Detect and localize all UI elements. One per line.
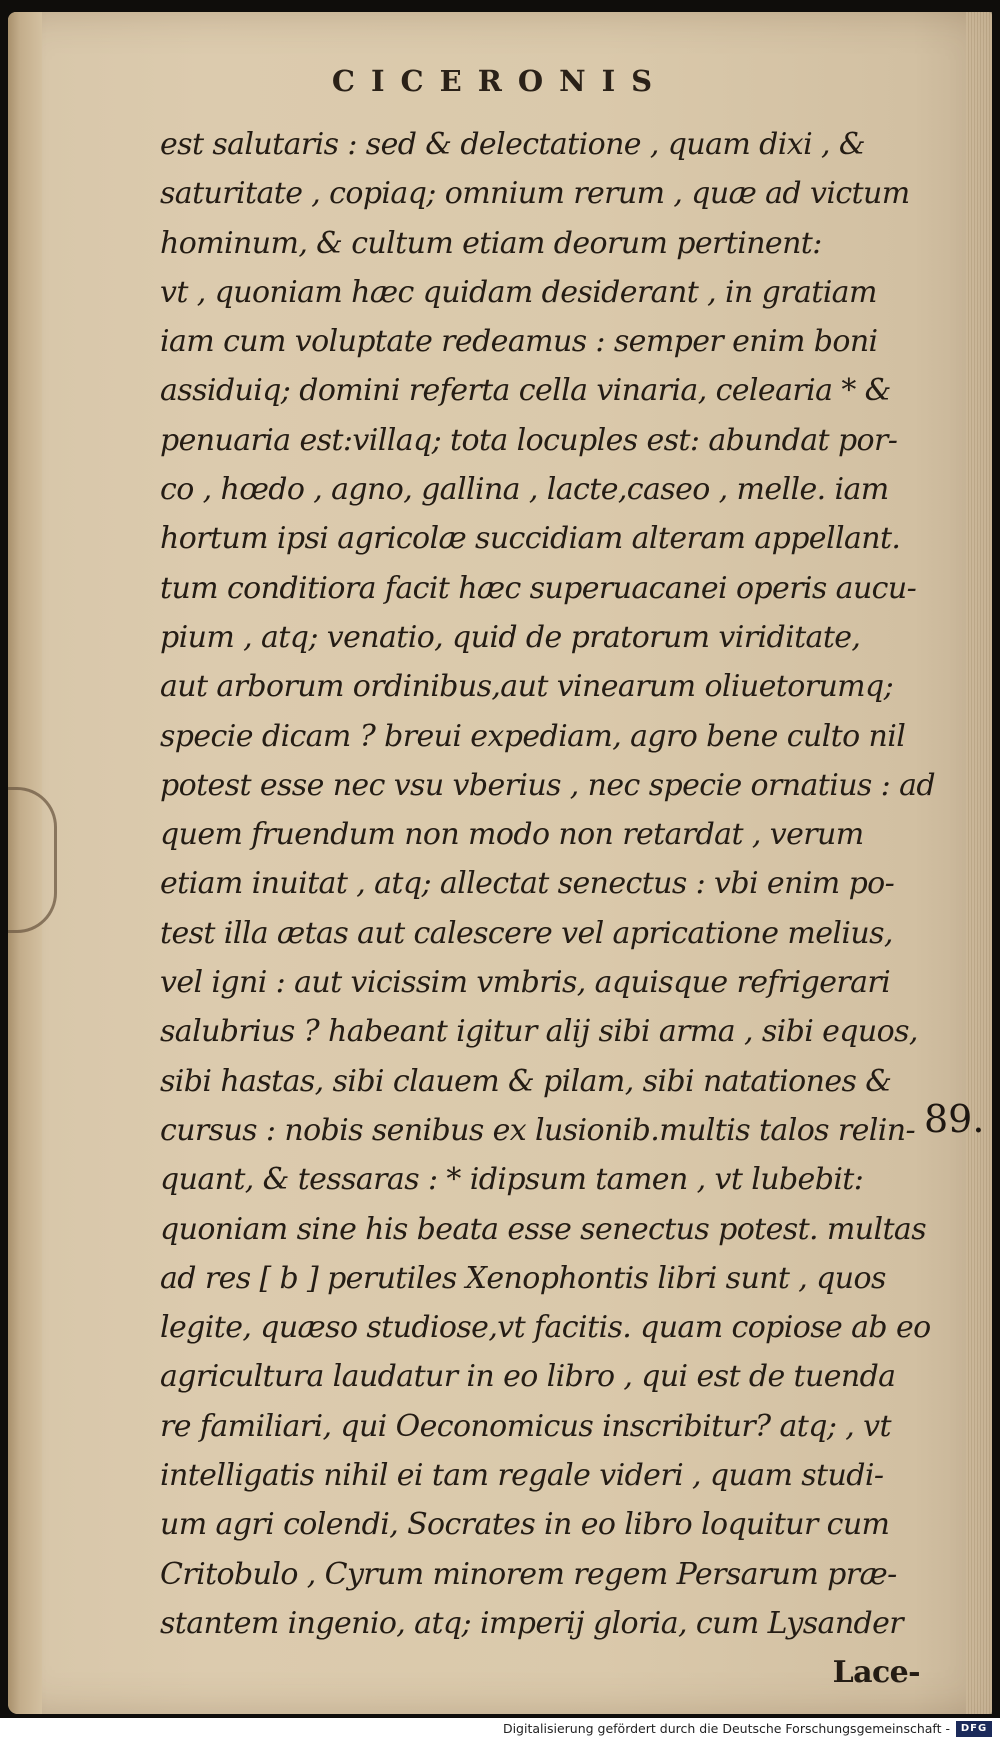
text-line: aut arborum ordinibus,aut vinearum oliuetorumq; <box>160 669 894 705</box>
text-line: um agri colendi, Socrates in eo libro loquitur cum <box>160 1507 890 1543</box>
text-line: potest esse nec vsu vberius , nec specie ornatius : ad <box>160 767 935 803</box>
dfg-logo-icon: DFG <box>956 1721 992 1737</box>
text-line: Critobulo , Cyrum minorem regem Persarum præ- <box>160 1556 897 1592</box>
text-line: co , hœdo , agno, gallina , lacte,caseo , melle. iam <box>160 472 889 508</box>
text-line: intelligatis nihil ei tam regale videri , quam studi- <box>160 1458 884 1494</box>
text-line: stantem ingenio, atq; imperij gloria, cum Lysander <box>160 1605 904 1641</box>
text-line: quoniam sine his beata esse senectus potest. multas <box>160 1211 927 1247</box>
text-line: hominum, & cultum etiam deorum pertinent: <box>160 225 822 261</box>
text-line: sibi hastas, sibi clauem & pilam, sibi natationes & <box>160 1063 892 1099</box>
text-line: vel igni : aut vicissim vmbris, aquisque refrigerari <box>160 965 891 1001</box>
text-line: etiam inuitat , atq; allectat senectus : vbi enim po- <box>160 866 895 902</box>
footer-credit: Digitalisierung gefördert durch die Deutsche Forschungsgemeinschaft - <box>502 1721 950 1736</box>
text-line: hortum ipsi agricolæ succidiam alteram appellant. <box>160 521 901 557</box>
book-page <box>8 12 992 1714</box>
catchword: Lace- <box>832 1655 920 1691</box>
running-head: CICERONIS <box>331 64 669 98</box>
text-line: iam cum voluptate redeamus : semper enim boni <box>160 324 878 360</box>
marginal-page-number: 89. <box>924 1097 985 1141</box>
text-line: legite, quæso studiose,vt facitis. quam copiose ab eo <box>160 1310 931 1346</box>
text-line: vt , quoniam hæc quidam desiderant , in gratiam <box>160 274 877 310</box>
text-line: re familiari, qui Oeconomicus inscribitur? atq; , vt <box>160 1408 891 1444</box>
text-line: pium , atq; venatio, quid de pratorum viriditate, <box>160 619 861 655</box>
text-line: penuaria est:villaq; tota locuples est: abundat por- <box>160 422 898 458</box>
text-line: specie dicam ? breui expediam, agro bene culto nil <box>160 718 906 754</box>
text-line: tum conditiora facit hæc superuacanei operis aucu- <box>160 570 917 606</box>
text-line: agricultura laudatur in eo libro , qui est de tuenda <box>160 1359 896 1395</box>
text-line: ad res [ b ] perutiles Xenophontis libri sunt , quos <box>160 1260 886 1296</box>
binding-clasp-mark <box>8 787 57 933</box>
text-line: assiduiq; domini referta cella vinaria, celearia * & <box>160 373 891 409</box>
text-line: quem fruendum non modo non retardat , verum <box>160 817 864 853</box>
text-line: quant, & tessaras : * idipsum tamen , vt lubebit: <box>160 1162 864 1198</box>
text-line: est salutaris : sed & delectatione , quam dixi , & <box>160 127 865 162</box>
text-line: salubrius ? habeant igitur alij sibi arma , sibi equos, <box>160 1014 918 1050</box>
text-line: saturitate , copiaq; omnium rerum , quæ ad victum <box>160 176 910 212</box>
text-line: cursus : nobis senibus ex lusionib.multis talos relin- <box>160 1112 916 1148</box>
text-line: test illa ætas aut calescere vel apricatione melius, <box>160 915 893 951</box>
body-text <box>160 120 935 1698</box>
page-fore-edge <box>966 12 992 1714</box>
